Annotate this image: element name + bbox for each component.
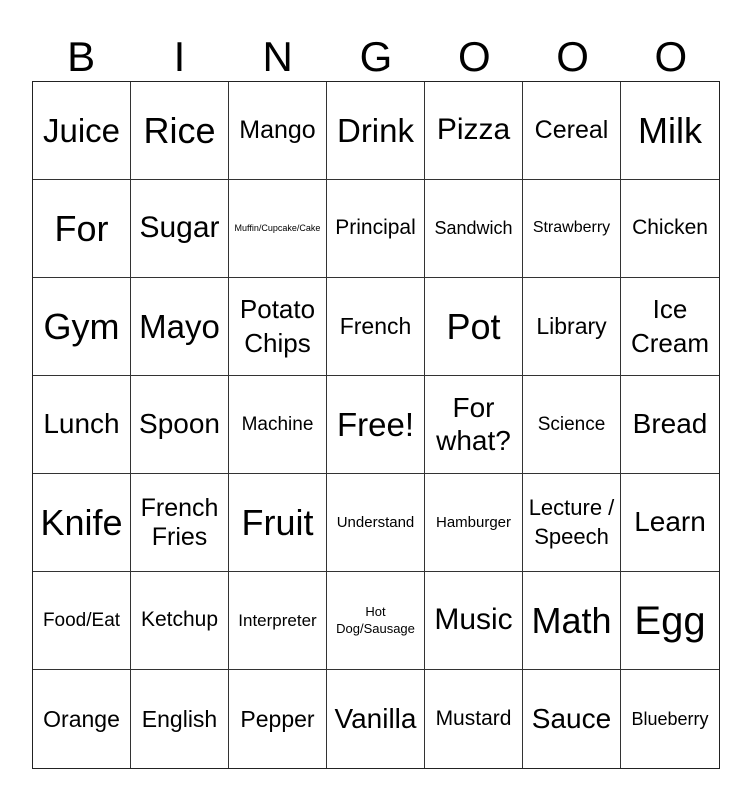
bingo-cell[interactable]: Juice <box>33 82 131 180</box>
bingo-cell[interactable]: Spoon <box>131 376 229 474</box>
bingo-cell[interactable]: Vanilla <box>327 670 425 768</box>
bingo-cell[interactable]: Music <box>425 572 523 670</box>
bingo-cell[interactable]: Math <box>523 572 621 670</box>
bingo-cell[interactable]: English <box>131 670 229 768</box>
bingo-cell[interactable]: French <box>327 278 425 376</box>
bingo-cell[interactable]: Sugar <box>131 180 229 278</box>
bingo-cell[interactable]: Drink <box>327 82 425 180</box>
bingo-cell[interactable]: Learn <box>621 474 719 572</box>
bingo-cell[interactable]: Hot Dog/Sausage <box>327 572 425 670</box>
bingo-cell[interactable]: Fruit <box>229 474 327 572</box>
bingo-header <box>32 34 720 80</box>
header-letter-o-1: O <box>457 33 491 80</box>
bingo-cell[interactable]: Orange <box>33 670 131 768</box>
bingo-cell[interactable]: Interpreter <box>229 572 327 670</box>
bingo-cell[interactable]: Lecture / Speech <box>523 474 621 572</box>
bingo-cell[interactable]: Muffin/Cupcake/Cake <box>229 180 327 278</box>
bingo-cell[interactable]: Milk <box>621 82 719 180</box>
header-letter-i: I <box>173 33 186 80</box>
bingo-cell[interactable]: Gym <box>33 278 131 376</box>
bingo-cell[interactable]: Strawberry <box>523 180 621 278</box>
bingo-cell[interactable]: Cereal <box>523 82 621 180</box>
bingo-cell[interactable]: Science <box>523 376 621 474</box>
bingo-cell[interactable]: Sauce <box>523 670 621 768</box>
bingo-cell[interactable]: Pot <box>425 278 523 376</box>
bingo-cell[interactable]: Understand <box>327 474 425 572</box>
bingo-cell[interactable]: Sandwich <box>425 180 523 278</box>
bingo-cell[interactable]: Chicken <box>621 180 719 278</box>
bingo-card-grid <box>32 81 720 769</box>
bingo-cell[interactable]: Rice <box>131 82 229 180</box>
bingo-cell[interactable]: Bread <box>621 376 719 474</box>
bingo-cell[interactable]: Blueberry <box>631 708 709 729</box>
bingo-cell[interactable]: Knife <box>33 474 131 572</box>
bingo-cell[interactable]: Egg <box>621 572 719 670</box>
bingo-cell[interactable]: Pizza <box>425 82 523 180</box>
bingo-cell[interactable]: Potato Chips <box>229 278 327 376</box>
bingo-cell[interactable]: Hamburger <box>425 474 523 572</box>
header-letter-n: N <box>262 33 293 80</box>
bingo-cell[interactable]: For <box>33 180 131 278</box>
bingo-cell[interactable]: Mustard <box>425 670 523 768</box>
bingo-cell[interactable]: Ketchup <box>131 572 229 670</box>
bingo-cell[interactable]: Machine <box>229 376 327 474</box>
bingo-cell[interactable]: Mayo <box>131 278 229 376</box>
header-letter-g: G <box>359 33 393 80</box>
bingo-cell[interactable]: Pepper <box>229 670 327 768</box>
bingo-cell[interactable]: Food/Eat <box>33 572 131 670</box>
bingo-cell[interactable]: Ice Cream <box>621 278 719 376</box>
bingo-cell[interactable]: Library <box>523 278 621 376</box>
bingo-cell[interactable]: Mango <box>229 82 327 180</box>
free-space-cell[interactable]: Free! <box>327 376 425 474</box>
bingo-cell[interactable]: For what? <box>425 376 523 474</box>
header-letter-b: B <box>67 33 96 80</box>
bingo-cell[interactable]: French Fries <box>131 474 229 572</box>
header-letter-o-2: O <box>556 33 589 80</box>
bingo-cell[interactable]: Principal <box>327 180 425 278</box>
header-letter-o-3: O <box>654 33 688 80</box>
bingo-cell[interactable]: Lunch <box>33 376 131 474</box>
